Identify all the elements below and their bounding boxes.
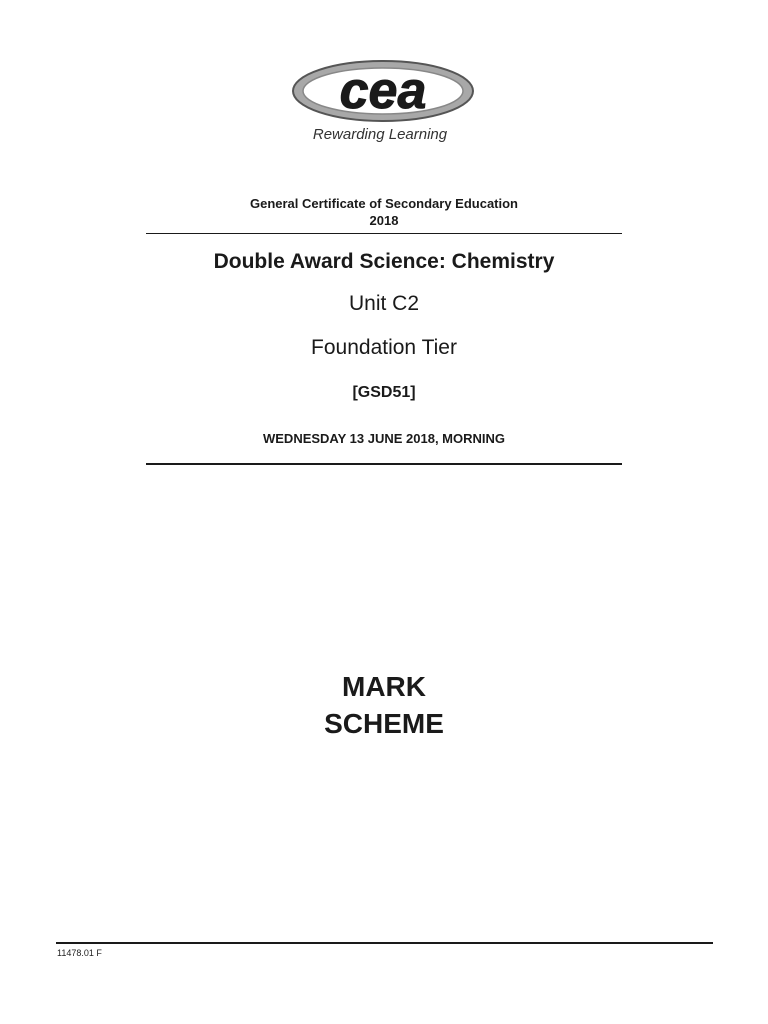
qualification-name: General Certificate of Secondary Education [249, 196, 519, 211]
qualification-year: 2018 [369, 213, 399, 228]
exam-date: WEDNESDAY 13 JUNE 2018, MORNING [262, 431, 506, 446]
exam-unit: Unit C2 [348, 292, 420, 315]
document-type-line2: SCHEME [324, 708, 444, 739]
cea-logo-text: cea [339, 62, 427, 120]
exam-code: [GSD51] [352, 384, 416, 401]
footer-document-code: 11478.01 F [57, 948, 102, 958]
logo-tagline: Rewarding Learning [312, 126, 448, 143]
document-type-line1: MARK [342, 671, 426, 702]
qualification-heading [146, 195, 622, 229]
title-divider [146, 463, 622, 465]
document-type-title [146, 668, 622, 742]
cea-logo-mark [288, 58, 478, 128]
footer-divider [56, 942, 713, 944]
exam-subject: Double Award Science: Chemistry [213, 250, 555, 273]
header-divider [146, 233, 622, 234]
exam-tier: Foundation Tier [311, 336, 457, 359]
